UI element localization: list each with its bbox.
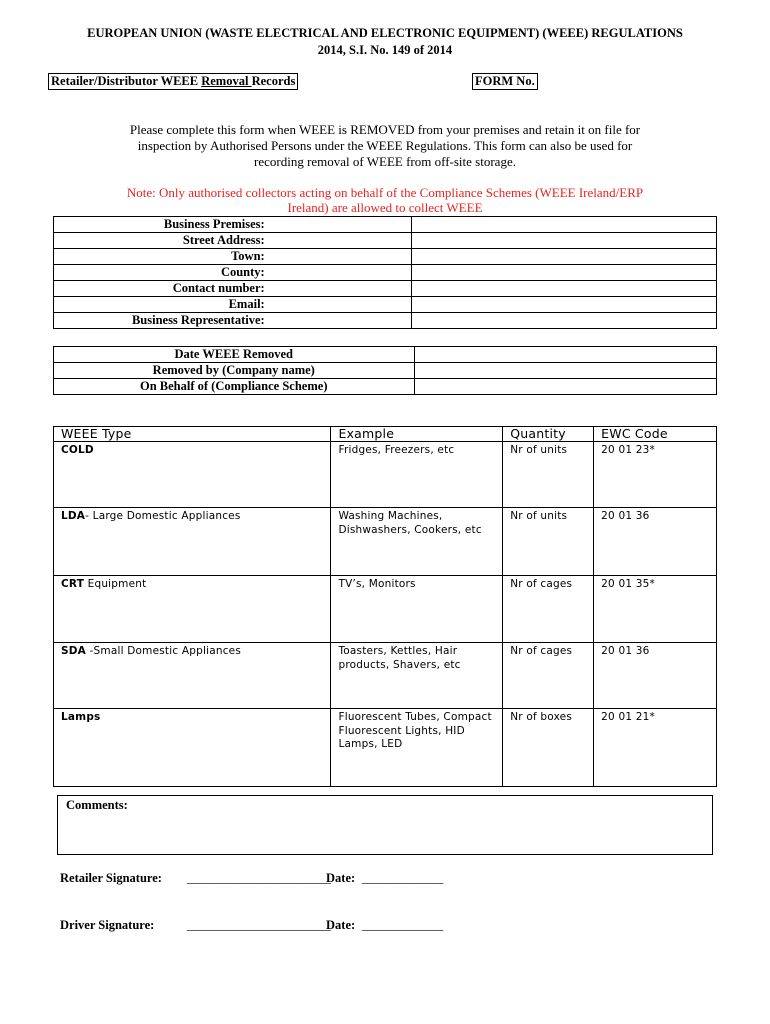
form-no-label: FORM No.: [472, 73, 538, 90]
weee-type-desc: Equipment: [84, 578, 147, 590]
weee-type-table: [53, 426, 717, 787]
table-row: [54, 576, 717, 643]
county-label: County:: [54, 265, 412, 281]
town-field[interactable]: [411, 249, 716, 265]
intro-line3: recording removal of WEEE from off-site storage.: [254, 154, 516, 169]
street-address-field[interactable]: [411, 233, 716, 249]
col-header-quantity: Quantity: [503, 427, 594, 442]
weee-type-cell[interactable]: [54, 709, 331, 787]
driver-date-label: Date:: [326, 918, 356, 932]
business-premises-field[interactable]: [411, 217, 716, 233]
date-removed-label: Date WEEE Removed: [54, 347, 415, 363]
example-cell[interactable]: Fridges, Freezers, etc: [331, 442, 503, 508]
table-row: [54, 709, 717, 787]
ewc-code-cell[interactable]: 20 01 23*: [594, 442, 717, 508]
driver-signature-label: Driver Signature:: [60, 918, 155, 932]
on-behalf-of-field[interactable]: [414, 379, 717, 395]
business-representative-label: Business Representative:: [54, 313, 412, 329]
weee-type-code: COLD: [61, 444, 94, 456]
ewc-code-cell[interactable]: 20 01 36: [594, 643, 717, 709]
county-field[interactable]: [411, 265, 716, 281]
email-label: Email:: [54, 297, 412, 313]
records-label: [48, 73, 298, 90]
collector-note: [40, 185, 730, 215]
removal-details-table: [53, 346, 717, 395]
ewc-code-cell[interactable]: 20 01 35*: [594, 576, 717, 643]
date-removed-field[interactable]: [414, 347, 717, 363]
weee-type-code: SDA: [61, 645, 87, 657]
table-row: [54, 297, 717, 313]
ewc-code-cell[interactable]: 20 01 21*: [594, 709, 717, 787]
col-header-ewc-code: EWC Code: [594, 427, 717, 442]
table-row: [54, 249, 717, 265]
weee-type-code: CRT: [61, 578, 85, 590]
comments-label: Comments:: [66, 798, 128, 812]
weee-type-cell[interactable]: [54, 508, 331, 576]
quantity-cell[interactable]: Nr of boxes: [503, 709, 594, 787]
document-title-line2: 2014, S.I. No. 149 of 2014: [317, 43, 453, 57]
email-field[interactable]: [411, 297, 716, 313]
table-row: [54, 233, 717, 249]
retailer-signature-line[interactable]: _______________________: [187, 871, 331, 885]
table-row: [54, 281, 717, 297]
intro-line1: Please complete this form when WEEE is REMOVED from your premises and retain it on file for: [129, 122, 641, 137]
records-prefix: Retailer/Distributor WEEE: [51, 74, 202, 88]
table-row: [54, 347, 717, 363]
town-label: Town:: [54, 249, 412, 265]
driver-signature-line[interactable]: _______________________: [187, 918, 331, 932]
business-premises-label: Business Premises:: [54, 217, 412, 233]
records-underlined: Removal: [201, 74, 252, 88]
on-behalf-of-label: On Behalf of (Compliance Scheme): [54, 379, 415, 395]
table-header-row: [54, 427, 717, 442]
table-row: [54, 363, 717, 379]
weee-type-cell[interactable]: [54, 643, 331, 709]
retailer-date-line[interactable]: _____________: [362, 871, 444, 885]
quantity-cell[interactable]: Nr of cages: [503, 576, 594, 643]
comments-box[interactable]: [57, 795, 713, 855]
document-title-line1: EUROPEAN UNION (WASTE ELECTRICAL AND ELECTRONIC EQUIPMENT) (WEEE) REGULATIONS: [87, 26, 683, 40]
table-row: [54, 217, 717, 233]
weee-type-code: Lamps: [61, 711, 101, 723]
retailer-date-label: Date:: [326, 871, 356, 885]
quantity-cell[interactable]: Nr of cages: [503, 643, 594, 709]
contact-number-field[interactable]: [411, 281, 716, 297]
intro-text: [60, 122, 710, 170]
street-address-label: Street Address:: [54, 233, 412, 249]
removed-by-field[interactable]: [414, 363, 717, 379]
records-suffix: Records: [251, 74, 296, 88]
business-details-table: [53, 216, 717, 329]
weee-type-cell[interactable]: [54, 442, 331, 508]
intro-line2: inspection by Authorised Persons under the WEEE Regulations. This form can also be used for: [137, 138, 633, 153]
contact-number-label: Contact number:: [54, 281, 412, 297]
quantity-cell[interactable]: Nr of units: [503, 508, 594, 576]
weee-type-desc: -Small Domestic Appliances: [86, 645, 241, 657]
weee-type-cell[interactable]: [54, 576, 331, 643]
example-cell[interactable]: TV’s, Monitors: [331, 576, 503, 643]
col-header-example: Example: [331, 427, 503, 442]
table-row: [54, 442, 717, 508]
weee-type-desc: - Large Domestic Appliances: [85, 510, 241, 522]
table-row: [54, 508, 717, 576]
table-row: [54, 265, 717, 281]
retailer-signature-label: Retailer Signature:: [60, 871, 162, 885]
example-cell[interactable]: Fluorescent Tubes, Compact Fluorescent Lights, HID Lamps, LED: [331, 709, 503, 787]
quantity-cell[interactable]: Nr of units: [503, 442, 594, 508]
table-row: [54, 643, 717, 709]
removed-by-label: Removed by (Company name): [54, 363, 415, 379]
note-line1: Note: Only authorised collectors acting on behalf of the Compliance Schemes (WEEE Ireland/ERP: [126, 185, 644, 200]
table-row: [54, 313, 717, 329]
note-line2: Ireland) are allowed to collect WEEE: [287, 200, 483, 215]
business-representative-field[interactable]: [411, 313, 716, 329]
weee-type-code: LDA: [61, 510, 86, 522]
driver-date-line[interactable]: _____________: [362, 918, 444, 932]
example-cell[interactable]: Toasters, Kettles, Hair products, Shavers, etc: [331, 643, 503, 709]
example-cell[interactable]: Washing Machines, Dishwashers, Cookers, etc: [331, 508, 503, 576]
col-header-weee-type: WEEE Type: [54, 427, 331, 442]
ewc-code-cell[interactable]: 20 01 36: [594, 508, 717, 576]
table-row: [54, 379, 717, 395]
